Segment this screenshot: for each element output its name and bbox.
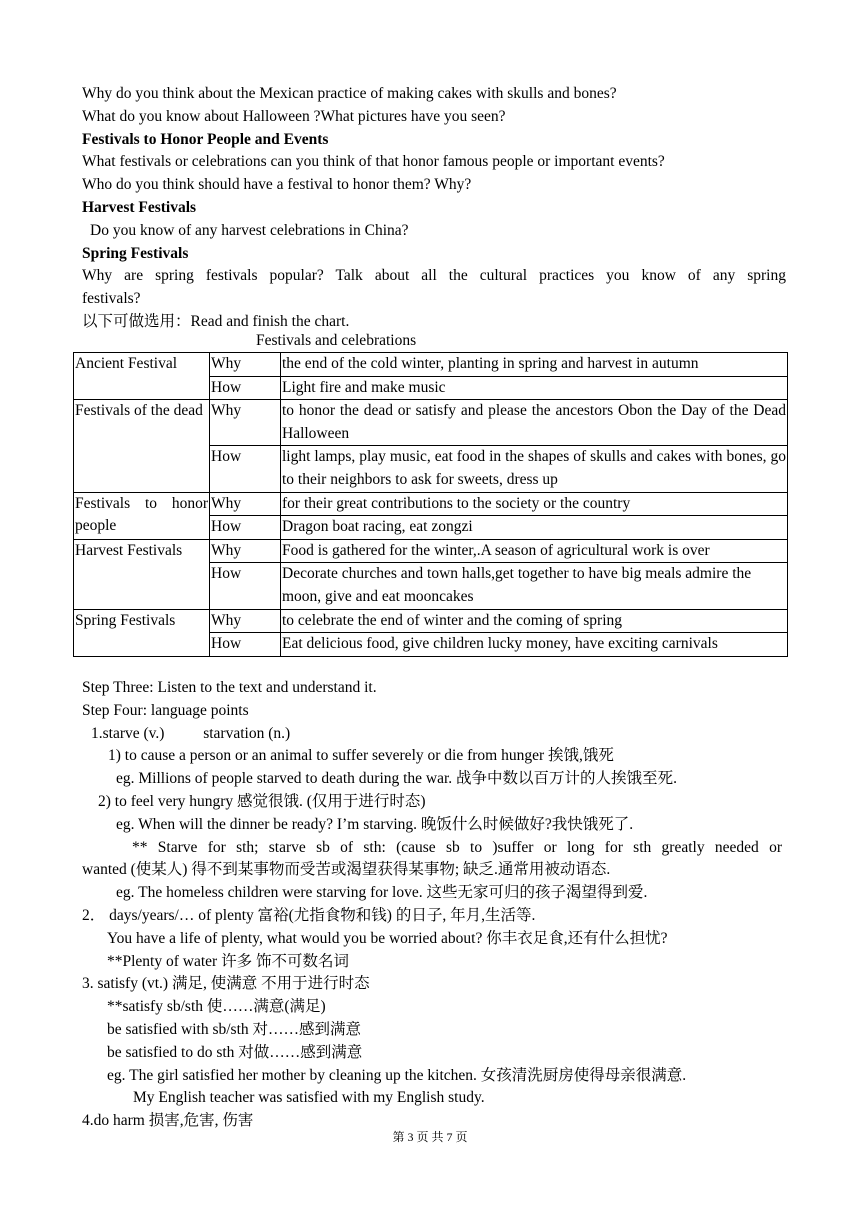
festivals-table bbox=[73, 352, 788, 657]
optional-instruction: 以下可做选用：Read and finish the chart. bbox=[82, 312, 350, 330]
festival-cell: Harvest Festivals bbox=[74, 539, 210, 609]
step-four: Step Four: language points bbox=[82, 701, 249, 719]
festival-cell: Festivals to honor people bbox=[74, 492, 210, 539]
table-row bbox=[74, 539, 788, 563]
why-label: Why bbox=[210, 539, 281, 563]
table-row bbox=[74, 400, 788, 446]
point-3-usage-c: be satisfied to do sth 对做……感到满意 bbox=[107, 1043, 363, 1061]
why-text: for their great contributions to the society or the country bbox=[281, 492, 788, 516]
festival-cell: Spring Festivals bbox=[74, 609, 210, 656]
why-text: Food is gathered for the winter,.A season of agricultural work is over bbox=[281, 539, 788, 563]
point-1-example-1: eg. Millions of people starved to death during the war. 战争中数以百万计的人挨饿至死. bbox=[116, 770, 677, 788]
question-spring-1: Why are spring festivals popular? Talk about all the cultural practices you know of any spring bbox=[82, 267, 786, 285]
point-1-note-2: wanted (使某人) 得不到某事物而受苦或渴望获得某事物; 缺乏.通常用被动语态. bbox=[82, 861, 611, 879]
point-1-example-2: eg. When will the dinner be ready? I’m starving. 晚饭什么时候做好?我快饿死了. bbox=[116, 815, 634, 833]
festival-cell: Festivals of the dead bbox=[74, 400, 210, 492]
point-1-definition-2: 2) to feel very hungry 感觉很饿. (仅用于进行时态) bbox=[98, 792, 426, 810]
festival-cell: Ancient Festival bbox=[74, 353, 210, 400]
why-label: Why bbox=[210, 492, 281, 516]
how-text: Eat delicious food, give children lucky money, have exciting carnivals bbox=[281, 633, 788, 657]
table-row bbox=[74, 492, 788, 516]
point-3-usage-a: **satisfy sb/sth 使……满意(满足) bbox=[107, 998, 326, 1016]
question-mexican: Why do you think about the Mexican practice of making cakes with skulls and bones? bbox=[82, 85, 617, 102]
step-three: Step Three: Listen to the text and understand it. bbox=[82, 679, 377, 696]
how-label: How bbox=[210, 446, 281, 492]
point-1-definition-1: 1) to cause a person or an animal to suffer severely or die from hunger 挨饿,饿死 bbox=[108, 747, 614, 765]
how-text: Decorate churches and town halls,get together to have big meals admire the moon, give and eat mooncakes bbox=[281, 563, 788, 609]
point-2-example: You have a life of plenty, what would you be worried about? 你丰衣足食,还有什么担忧? bbox=[107, 929, 668, 947]
point-1-note-1: ** Starve for sth; starve sb of sth: (cause sb to )suffer or long for sth greatly needed or bbox=[132, 838, 782, 856]
how-text: Light fire and make music bbox=[281, 376, 788, 400]
question-honor-1: What festivals or celebrations can you think of that honor famous people or important events? bbox=[82, 153, 665, 171]
point-3-example-2: My English teacher was satisfied with my English study. bbox=[133, 1089, 485, 1107]
heading-spring: Spring Festivals bbox=[82, 244, 189, 262]
point-3-example-1: eg. The girl satisfied her mother by cleaning up the kitchen. 女孩清洗厨房使得母亲很满意. bbox=[107, 1066, 687, 1084]
point-3-usage-b: be satisfied with sb/sth 对……感到满意 bbox=[107, 1020, 362, 1038]
why-label: Why bbox=[210, 609, 281, 633]
heading-harvest: Harvest Festivals bbox=[82, 198, 197, 216]
steps-section bbox=[82, 677, 782, 1133]
question-honor-2: Who do you think should have a festival to honor them? Why? bbox=[82, 176, 472, 194]
question-halloween: What do you know about Halloween ?What pictures have you seen? bbox=[82, 107, 506, 125]
table-row bbox=[74, 353, 788, 377]
why-text: to celebrate the end of winter and the coming of spring bbox=[281, 609, 788, 633]
why-label: Why bbox=[210, 353, 281, 377]
point-2-heading: 2． days/years/… of plenty 富裕(尤指食物和钱) 的日子, 年月,生活等. bbox=[82, 906, 536, 924]
how-label: How bbox=[210, 376, 281, 400]
why-label: Why bbox=[210, 400, 281, 446]
how-label: How bbox=[210, 563, 281, 609]
how-text: light lamps, play music, eat food in the shapes of skulls and cakes with bones, go to their neighbors to ask for sweets, dress up bbox=[281, 446, 788, 492]
point-1-example-3: eg. The homeless children were starving for love. 这些无家可归的孩子渴望得到爱. bbox=[116, 884, 648, 902]
how-label: How bbox=[210, 633, 281, 657]
heading-honor: Festivals to Honor People and Events bbox=[82, 130, 329, 148]
how-text: Dragon boat racing, eat zongzi bbox=[281, 516, 788, 540]
point-3-heading: 3. satisfy (vt.) 满足, 使满意 不用于进行时态 bbox=[82, 975, 370, 993]
table-row bbox=[74, 609, 788, 633]
point-2-note: **Plenty of water 许多 饰不可数名词 bbox=[107, 952, 349, 970]
page-footer: 第 3 页 共 7 页 bbox=[392, 1130, 468, 1144]
question-harvest: Do you know of any harvest celebrations in China? bbox=[90, 221, 409, 239]
question-spring-2: festivals? bbox=[82, 290, 141, 308]
chart-caption: Festivals and celebrations bbox=[256, 332, 417, 349]
point-1-heading: 1.starve (v.) starvation (n.) bbox=[91, 724, 291, 742]
intro-section bbox=[82, 83, 786, 334]
how-label: How bbox=[210, 516, 281, 540]
why-text: to honor the dead or satisfy and please the ancestors Obon the Day of the Dead Halloween bbox=[281, 400, 788, 446]
point-4-heading: 4.do harm 损害,危害, 伤害 bbox=[82, 1112, 254, 1130]
why-text: the end of the cold winter, planting in spring and harvest in autumn bbox=[281, 353, 788, 377]
